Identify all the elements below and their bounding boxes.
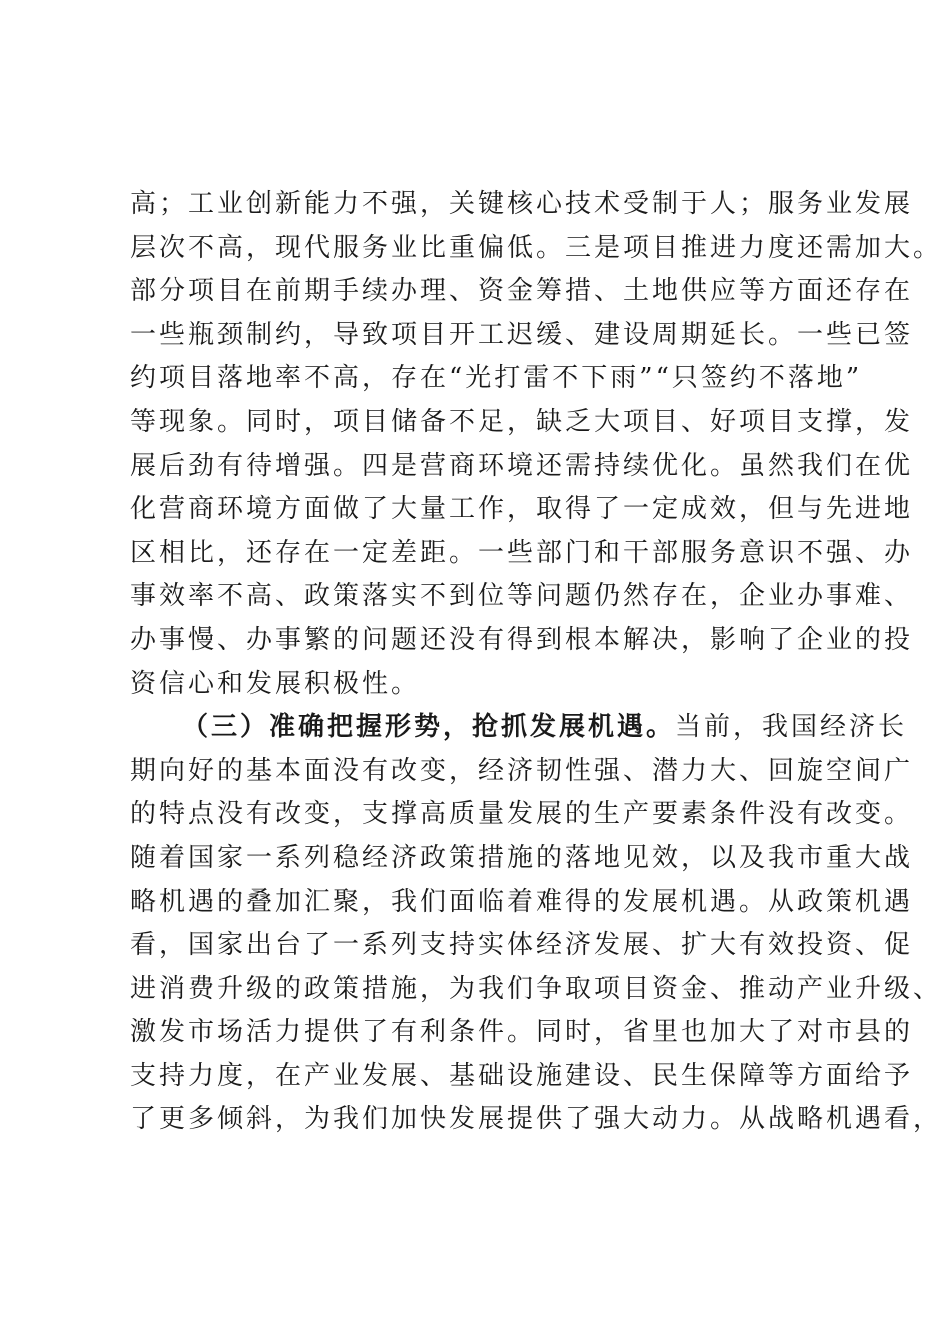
text-line: 一些瓶颈制约，导致项目开工迟缓、建设周期延长。一些已签 <box>130 319 914 350</box>
text-line: 略机遇的叠加汇聚，我们面临着难得的发展机遇。从政策机遇 <box>130 886 914 917</box>
text-line: 区相比，还存在一定差距。一些部门和干部服务意识不强、办 <box>130 537 914 568</box>
text-line: 等现象。同时，项目储备不足，缺乏大项目、好项目支撑，发 <box>130 406 914 437</box>
text-line: 随着国家一系列稳经济政策措施的落地见效，以及我市重大战 <box>130 842 914 873</box>
text-line: 进消费升级的政策措施，为我们争取项目资金、推动产业升级、 <box>130 973 943 1004</box>
text-line: 激发市场活力提供了有利条件。同时，省里也加大了对市县的 <box>130 1017 914 1048</box>
text-line: 部分项目在前期手续办理、资金筹措、土地供应等方面还存在 <box>130 276 914 307</box>
section-first-line <box>130 706 908 750</box>
text-line: 化营商环境方面做了大量工作，取得了一定成效，但与先进地 <box>130 494 914 525</box>
text-line: 看，国家出台了一系列支持实体经济发展、扩大有效投资、促 <box>130 930 914 961</box>
text-line: 了更多倾斜，为我们加快发展提供了强大动力。从战略机遇看， <box>130 1104 943 1135</box>
text-line: 展后劲有待增强。四是营商环境还需持续优化。虽然我们在优 <box>130 450 914 481</box>
document-body <box>130 183 943 1142</box>
text-line: 的特点没有改变，支撑高质量发展的生产要素条件没有改变。 <box>130 799 914 830</box>
text-line: 高；工业创新能力不强，关键核心技术受制于人；服务业发展 <box>130 189 914 219</box>
text-line: 资信心和发展积极性。 <box>130 668 421 699</box>
text-line: 期向好的基本面没有改变，经济韧性强、潜力大、回旋空间广 <box>130 755 914 786</box>
text-line: 约项目落地率不高，存在“光打雷不下雨”“只签约不落地” <box>130 363 863 394</box>
section-heading: （三）准确把握形势，抢抓发展机遇。 <box>182 712 676 743</box>
section-first-line-text: 当前，我国经济长 <box>675 712 908 743</box>
text-line: 层次不高，现代服务业比重偏低。三是项目推进力度还需加大。 <box>130 232 943 263</box>
text-line: 支持力度，在产业发展、基础设施建设、民生保障等方面给予 <box>130 1060 914 1091</box>
text-line: 事效率不高、政策落实不到位等问题仍然存在，企业办事难、 <box>130 581 914 612</box>
text-line: 办事慢、办事繁的问题还没有得到根本解决，影响了企业的投 <box>130 624 914 655</box>
